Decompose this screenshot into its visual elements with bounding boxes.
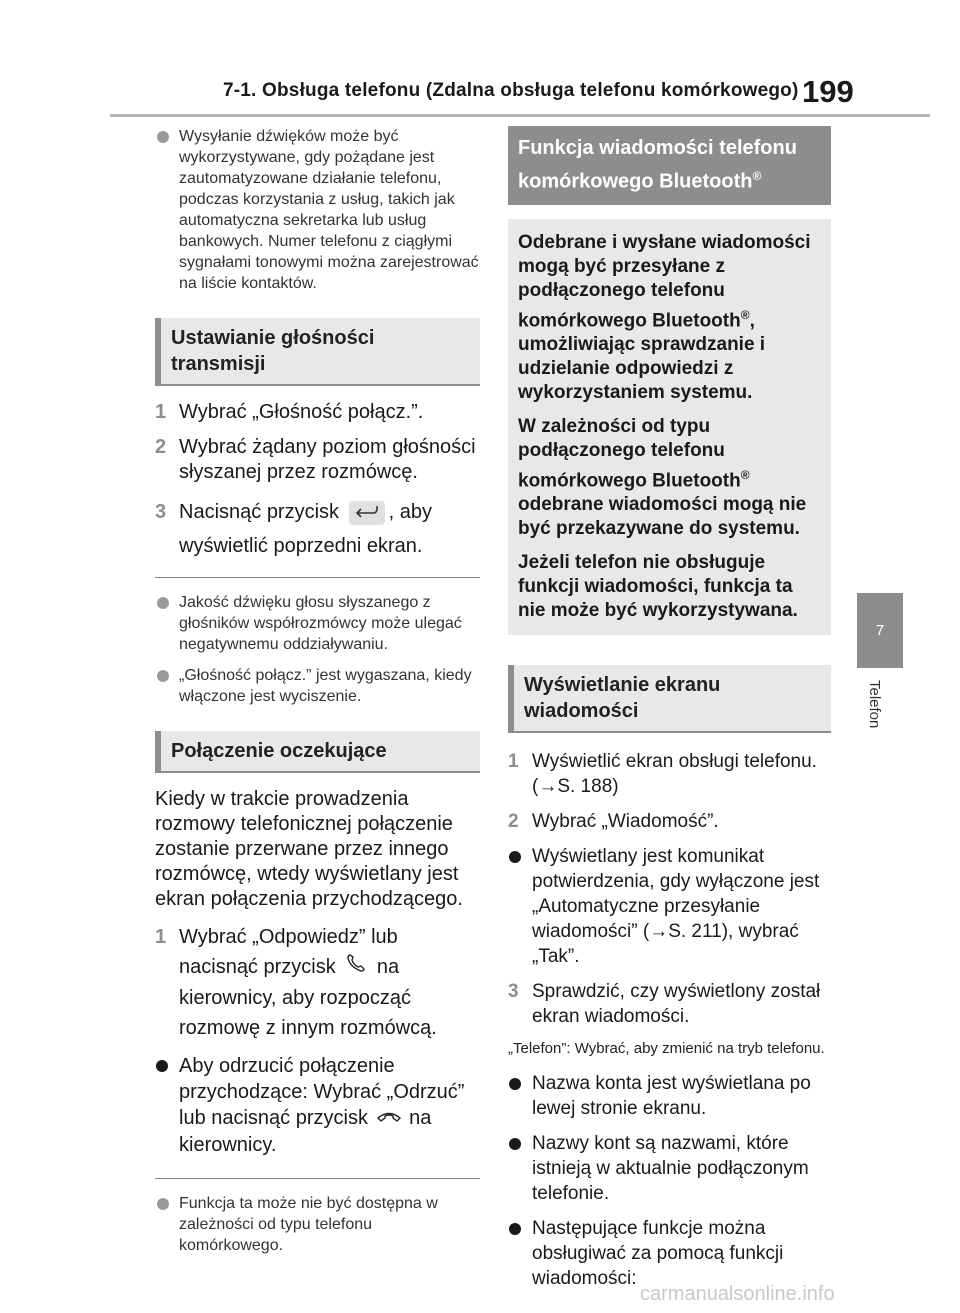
step-text: Sprawdzić, czy wyświetlony został ekran wiadomości.: [532, 981, 821, 1028]
chapter-label: Telefon: [866, 680, 883, 729]
left-column: [155, 126, 480, 1266]
bullet-account-names: Nazwy kont są nazwami, które istnieją w aktualnie podłączonym telefonie.: [508, 1131, 831, 1206]
note-sound-quality: Jakość dźwięku głosu słyszanego z głośników współrozmówcy może ulegać negatywnemu oddziaływaniu.: [155, 592, 480, 655]
step-text: Wybrać „Głośność połącz.”.: [179, 401, 424, 423]
page-number: 199: [802, 74, 854, 109]
back-arrow-icon: [349, 501, 385, 525]
heading-transmission-volume: Ustawianie głośności transmisji: [155, 318, 480, 386]
bullet-confirmation: Wyświetlany jest komunikat potwierdzenia, gdy wyłączone jest „Automatyczne przesyłanie wiadomości” (→S. 211), wybrać „Tak”.: [508, 844, 831, 969]
heading-bluetooth-messages: [508, 126, 831, 205]
info-box-messages: [508, 219, 831, 636]
step-number: 2: [508, 811, 519, 833]
step-1-display: [508, 749, 831, 799]
step-text: Wybrać „Wiadomość”.: [532, 811, 719, 833]
bullet-reject-call: [155, 1053, 480, 1158]
phone-mode-note: „Telefon”: Wybrać, aby zmienić na tryb telefonu.: [508, 1040, 825, 1058]
step-1-answer: [155, 922, 480, 1043]
step-text-before: Wybrać „Odpowiedz” lub nacisnąć przycisk: [179, 926, 398, 978]
hang-up-icon: [374, 1106, 404, 1132]
step-text: Wyświetlić ekran obsługi telefonu. (→S. 188): [532, 751, 817, 798]
step-2-message: [508, 809, 831, 834]
info-text-before: Odebrane i wysłane wiadomości mogą być przesyłane z podłączonego telefonu komórkowego Bluetooth: [518, 231, 811, 331]
note-mute: „Głośność połącz.” jest wygaszana, kiedy włączone jest wyciszenie.: [155, 665, 480, 707]
step-1-volume: [155, 400, 480, 425]
step-text: Wybrać żądany poziom głośności słyszanej przez rozmówcę.: [179, 436, 476, 483]
step-text-after: na kierownicy, aby rozpocząć rozmowę z innym rozmówcą.: [179, 956, 437, 1040]
note-tone-sending: Wysyłanie dźwięków może być wykorzystywane, gdy pożądane jest zautomatyzowane działanie telefonu, podczas korzystania z usług, takich jak automatyczna sekretarka lub usług bankowych. Numer telefonu z ciągłymi sygnałami tonowymi można zarejestrować na liście kontaktów.: [155, 126, 480, 294]
step-text-before: Nacisnąć przycisk: [179, 501, 340, 523]
registered-mark: ®: [752, 169, 762, 183]
chapter-tab: [857, 593, 903, 668]
divider: [155, 1178, 480, 1179]
phone-handset-icon: [341, 952, 371, 983]
heading-message-screen: Wyświetlanie ekranu wiadomości: [508, 665, 831, 733]
step-3-check: [508, 979, 831, 1029]
bullet-text-before: Aby odrzucić połączenie przychodzące: Wybrać „Odrzuć” lub nacisnąć przycisk: [179, 1055, 465, 1130]
right-column: [508, 126, 831, 1301]
step-number: 3: [508, 981, 519, 1003]
page-header-title: 7-1. Obsługa telefonu (Zdalna obsługa telefonu komórkowego): [223, 80, 799, 101]
chapter-number: 7: [875, 622, 885, 639]
bullet-account-name: Nazwa konta jest wyświetlana po lewej stronie ekranu.: [508, 1071, 831, 1121]
paragraph-call-waiting: Kiedy w trakcie prowadzenia rozmowy telefonicznej połączenie zostanie przerwane przez innego rozmówcę, wtedy wyświetlany jest ekran połączenia przychodzącego.: [155, 788, 463, 910]
step-number: 1: [155, 401, 167, 423]
divider: [155, 577, 480, 578]
info-text-before: W zależności od typu podłączonego telefonu komórkowego Bluetooth: [518, 415, 741, 492]
step-text-after: , aby wyświetlić poprzedni ekran.: [179, 501, 432, 557]
header-divider: [110, 114, 930, 117]
step-number: 1: [155, 926, 167, 948]
bullet-functions: Następujące funkcje można obsługiwać za pomocą funkcji wiadomości:: [508, 1216, 831, 1291]
step-number: 3: [155, 501, 167, 523]
info-paragraph: Jeżeli telefon nie obsługuje funkcji wiadomości, funkcja ta nie może być wykorzystywana.: [518, 552, 798, 622]
registered-mark: ®: [740, 307, 750, 322]
info-paragraph: [518, 231, 821, 405]
heading-text: Funkcja wiadomości telefonu komórkowego Bluetooth: [518, 137, 797, 193]
note-availability: Funkcja ta może nie być dostępna w zależności od typu telefonu komórkowego.: [155, 1193, 480, 1256]
step-number: 2: [155, 436, 167, 458]
step-number: 1: [508, 751, 519, 773]
heading-call-waiting: Połączenie oczekujące: [155, 731, 480, 773]
step-2-volume: [155, 435, 480, 485]
info-text-after: , umożliwiając sprawdzanie i udzielanie odpowiedzi z wykorzystaniem systemu.: [518, 309, 766, 403]
bullet-text-after: na kierownicy.: [179, 1107, 432, 1156]
info-text-after: odebrane wiadomości mogą nie być przekazywane do systemu.: [518, 494, 807, 540]
registered-mark: ®: [740, 467, 750, 482]
watermark: carmanualsonline.info: [640, 1283, 835, 1305]
step-3-back: [155, 495, 480, 563]
info-paragraph: [518, 415, 821, 541]
